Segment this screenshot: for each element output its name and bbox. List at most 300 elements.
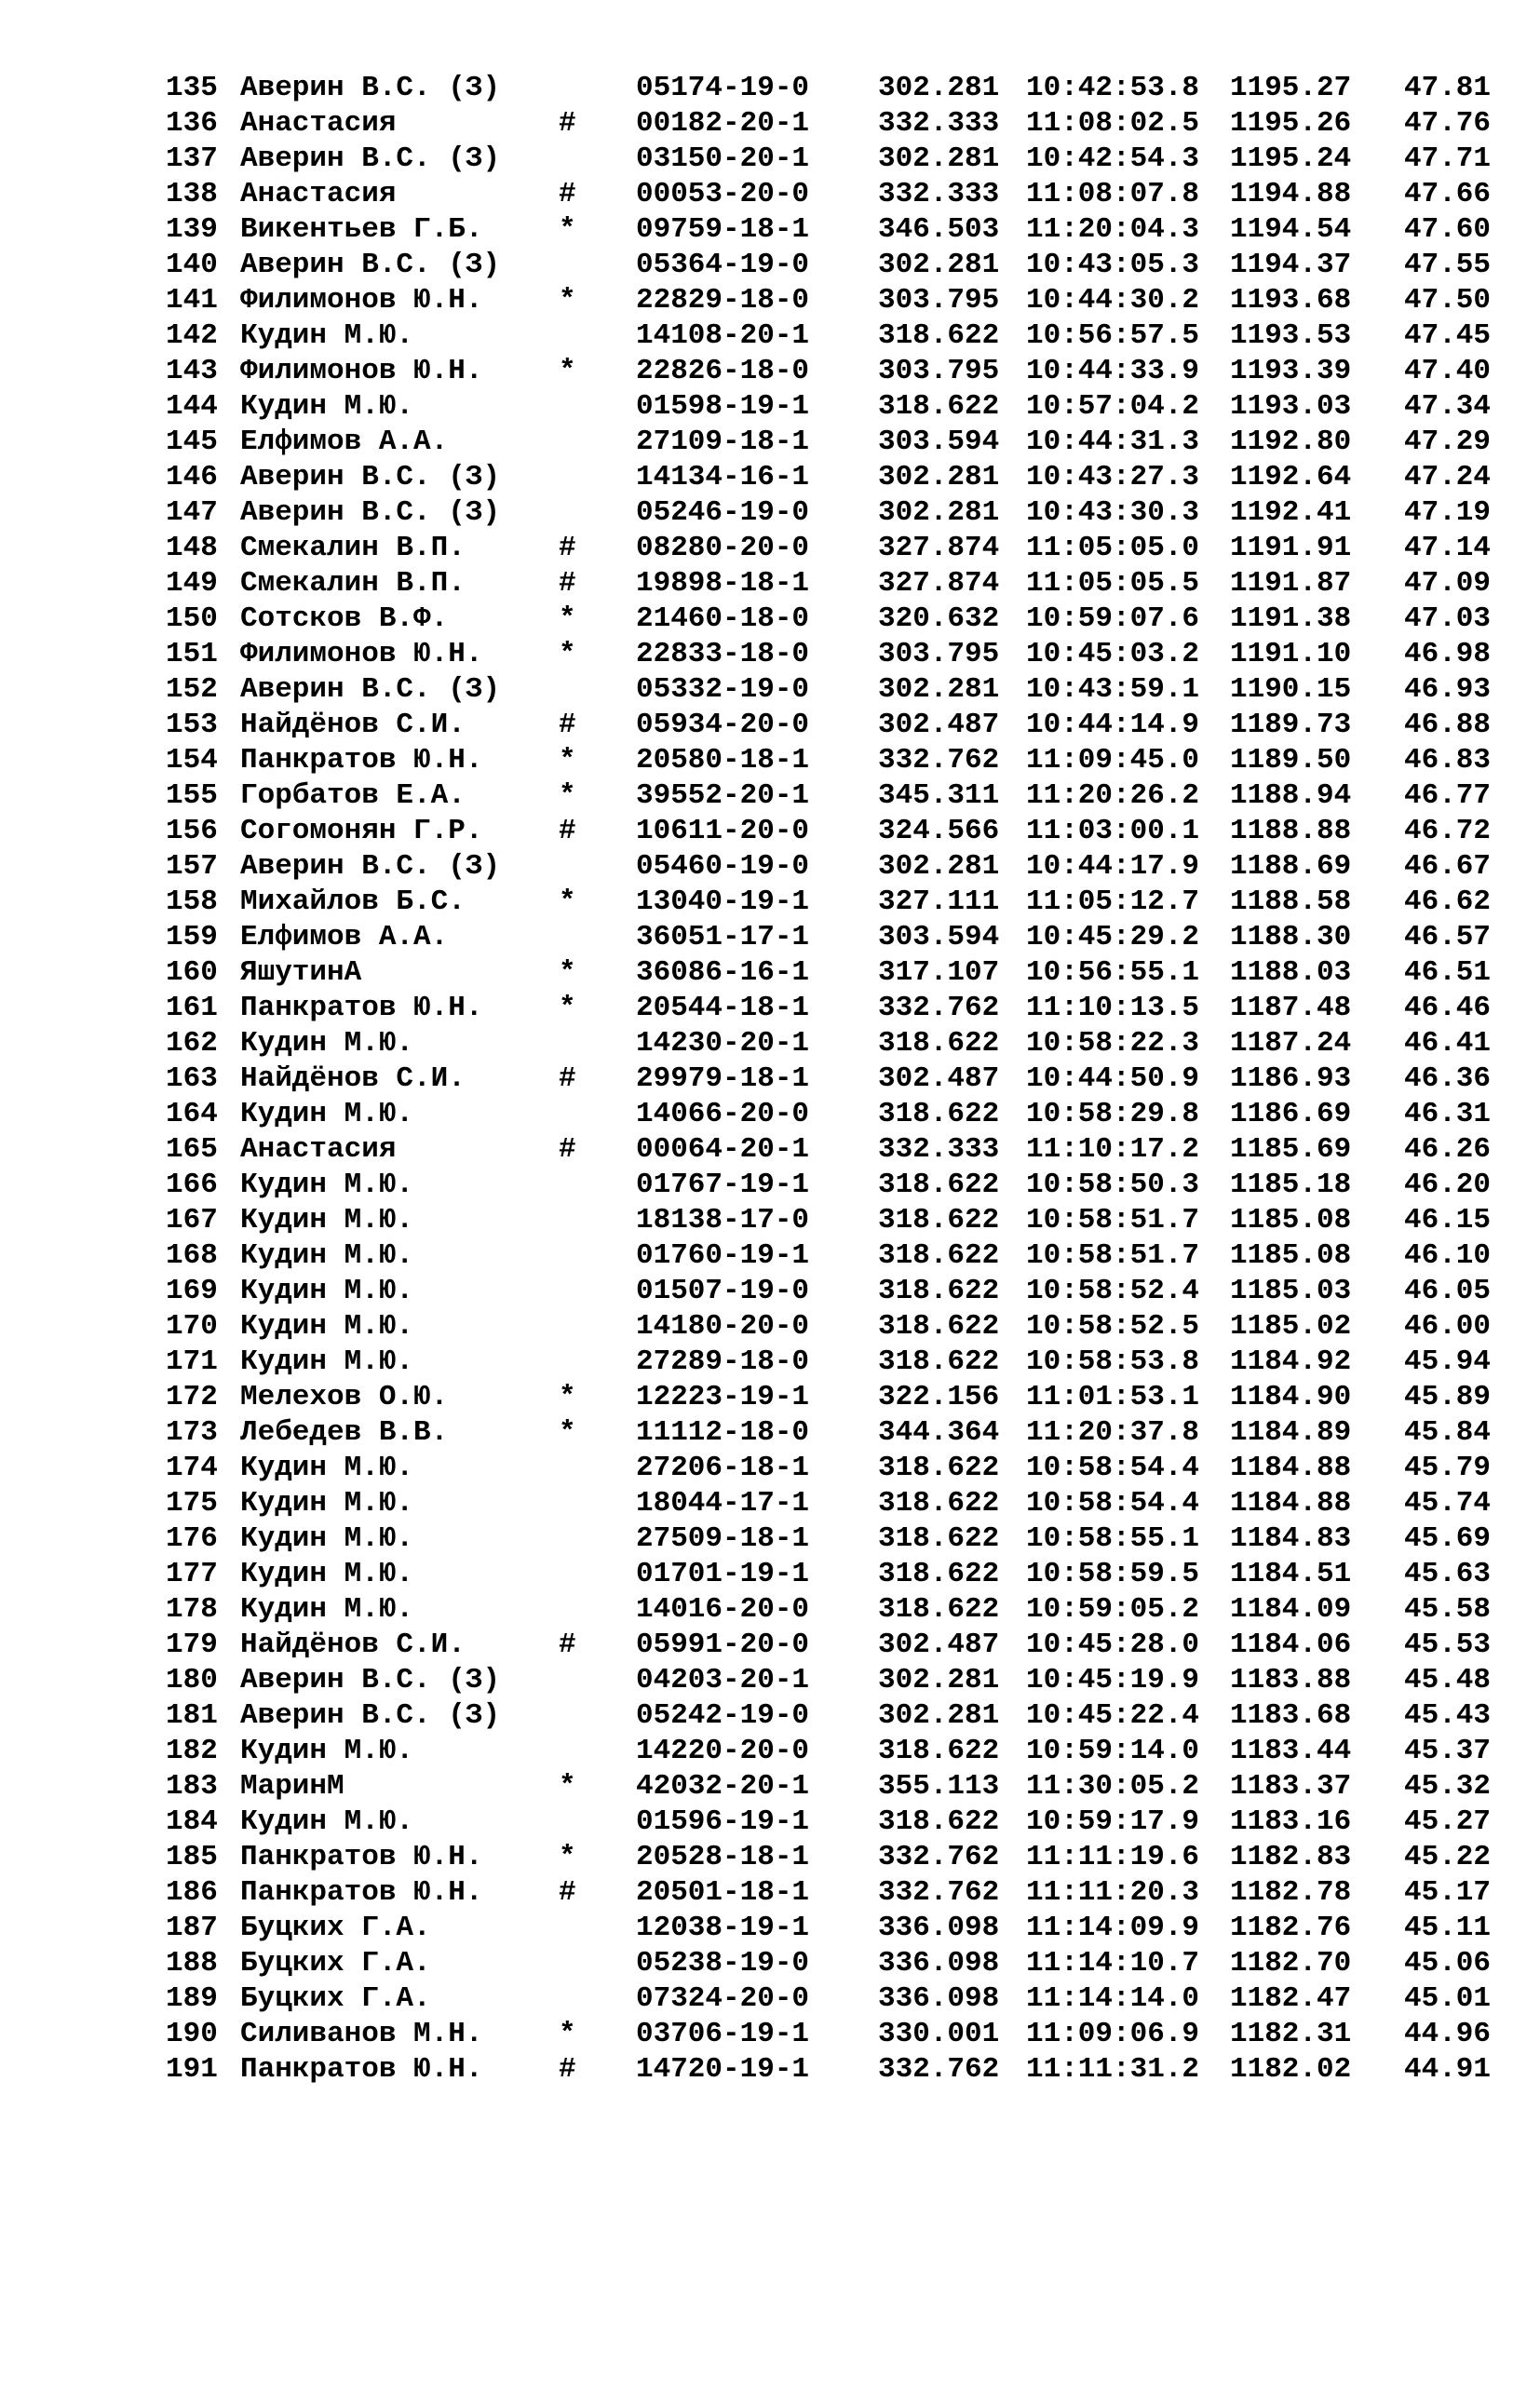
ring-number: 05364-19-0 (636, 249, 810, 281)
arrival-time: 10:44:50.9 (1026, 1062, 1200, 1095)
arrival-time: 10:58:53.8 (1026, 1345, 1200, 1378)
distance-value: 318.622 (878, 390, 1000, 423)
points-value: 45.69 (1404, 1522, 1492, 1555)
table-row (166, 1132, 1506, 1168)
place-number: 190 (166, 2018, 218, 2050)
speed-value: 1194.54 (1230, 213, 1352, 246)
arrival-time: 10:56:57.5 (1026, 319, 1200, 352)
ring-number: 27206-18-1 (636, 1452, 810, 1484)
arrival-time: 10:58:54.4 (1026, 1452, 1200, 1484)
distance-value: 302.281 (878, 461, 1000, 493)
distance-value: 346.503 (878, 213, 1000, 246)
participant-name: Кудин М.Ю. (240, 1805, 414, 1838)
ring-number: 05238-19-0 (636, 1947, 810, 1980)
arrival-time: 10:44:17.9 (1026, 850, 1200, 883)
table-row (166, 1769, 1506, 1804)
ring-number: 13040-19-1 (636, 885, 810, 918)
arrival-time: 10:58:51.7 (1026, 1204, 1200, 1237)
arrival-time: 10:45:22.4 (1026, 1699, 1200, 1732)
distance-value: 336.098 (878, 1947, 1000, 1980)
speed-value: 1194.88 (1230, 178, 1352, 210)
speed-value: 1192.41 (1230, 496, 1352, 529)
table-row (166, 1875, 1506, 1911)
place-number: 145 (166, 426, 218, 458)
participant-name: Аверин В.С. (З) (240, 249, 501, 281)
distance-value: 330.001 (878, 2018, 1000, 2050)
ring-number: 18138-17-0 (636, 1204, 810, 1237)
points-value: 46.67 (1404, 850, 1492, 883)
table-row (166, 1415, 1506, 1451)
marker-symbol: # (559, 1876, 576, 1909)
participant-name: Аверин В.С. (З) (240, 461, 501, 493)
marker-symbol: # (559, 1629, 576, 1661)
participant-name: Кудин М.Ю. (240, 1310, 414, 1343)
points-value: 47.14 (1404, 532, 1492, 564)
place-number: 185 (166, 1841, 218, 1873)
participant-name: Кудин М.Ю. (240, 1098, 414, 1130)
table-row (166, 637, 1506, 672)
arrival-time: 11:10:17.2 (1026, 1133, 1200, 1166)
participant-name: Кудин М.Ю. (240, 1522, 414, 1555)
speed-value: 1185.03 (1230, 1275, 1352, 1307)
marker-symbol: * (559, 638, 576, 670)
speed-value: 1183.37 (1230, 1770, 1352, 1803)
ring-number: 05460-19-0 (636, 850, 810, 883)
table-row (166, 425, 1506, 460)
place-number: 135 (166, 72, 218, 104)
speed-value: 1190.15 (1230, 673, 1352, 706)
points-value: 45.58 (1404, 1593, 1492, 1626)
arrival-time: 11:11:31.2 (1026, 2053, 1200, 2086)
ring-number: 05934-20-0 (636, 709, 810, 741)
distance-value: 327.874 (878, 532, 1000, 564)
place-number: 137 (166, 142, 218, 175)
ring-number: 09759-18-1 (636, 213, 810, 246)
distance-value: 302.487 (878, 709, 1000, 741)
speed-value: 1182.76 (1230, 1912, 1352, 1944)
table-row (166, 1451, 1506, 1486)
points-value: 46.77 (1404, 779, 1492, 812)
place-number: 150 (166, 602, 218, 635)
speed-value: 1187.48 (1230, 992, 1352, 1024)
place-number: 180 (166, 1664, 218, 1696)
ring-number: 20501-18-1 (636, 1876, 810, 1909)
place-number: 160 (166, 956, 218, 989)
speed-value: 1188.03 (1230, 956, 1352, 989)
speed-value: 1191.38 (1230, 602, 1352, 635)
distance-value: 318.622 (878, 1487, 1000, 1520)
ring-number: 14720-19-1 (636, 2053, 810, 2086)
marker-symbol: # (559, 709, 576, 741)
table-row (166, 1734, 1506, 1769)
points-value: 47.81 (1404, 72, 1492, 104)
points-value: 46.36 (1404, 1062, 1492, 1095)
distance-value: 318.622 (878, 1310, 1000, 1343)
table-row (166, 283, 1506, 318)
ring-number: 00182-20-1 (636, 107, 810, 140)
speed-value: 1188.58 (1230, 885, 1352, 918)
table-row (166, 743, 1506, 778)
distance-value: 318.622 (878, 1522, 1000, 1555)
table-row (166, 389, 1506, 425)
place-number: 187 (166, 1912, 218, 1944)
speed-value: 1185.08 (1230, 1239, 1352, 1272)
speed-value: 1182.83 (1230, 1841, 1352, 1873)
participant-name: Найдёнов С.И. (240, 1062, 466, 1095)
points-value: 47.24 (1404, 461, 1492, 493)
participant-name: Филимонов Ю.Н. (240, 355, 483, 387)
participant-name: ЯшутинА (240, 956, 362, 989)
table-row (166, 1911, 1506, 1946)
arrival-time: 11:08:02.5 (1026, 107, 1200, 140)
table-row (166, 460, 1506, 495)
marker-symbol: * (559, 1841, 576, 1873)
distance-value: 302.281 (878, 142, 1000, 175)
distance-value: 302.281 (878, 673, 1000, 706)
place-number: 175 (166, 1487, 218, 1520)
distance-value: 332.333 (878, 178, 1000, 210)
arrival-time: 11:20:04.3 (1026, 213, 1200, 246)
speed-value: 1185.69 (1230, 1133, 1352, 1166)
ring-number: 05246-19-0 (636, 496, 810, 529)
table-row (166, 672, 1506, 708)
table-row (166, 1238, 1506, 1274)
points-value: 45.79 (1404, 1452, 1492, 1484)
arrival-time: 10:59:07.6 (1026, 602, 1200, 635)
points-value: 46.05 (1404, 1275, 1492, 1307)
table-row (166, 495, 1506, 531)
place-number: 168 (166, 1239, 218, 1272)
points-value: 46.26 (1404, 1133, 1492, 1166)
points-value: 46.57 (1404, 921, 1492, 953)
table-row (166, 602, 1506, 637)
table-row (166, 708, 1506, 743)
place-number: 157 (166, 850, 218, 883)
points-value: 45.94 (1404, 1345, 1492, 1378)
points-value: 45.74 (1404, 1487, 1492, 1520)
speed-value: 1182.47 (1230, 1982, 1352, 2015)
speed-value: 1183.68 (1230, 1699, 1352, 1732)
arrival-time: 10:44:14.9 (1026, 709, 1200, 741)
arrival-time: 11:11:19.6 (1026, 1841, 1200, 1873)
ring-number: 00053-20-0 (636, 178, 810, 210)
participant-name: Кудин М.Ю. (240, 1452, 414, 1484)
points-value: 45.53 (1404, 1629, 1492, 1661)
distance-value: 324.566 (878, 815, 1000, 847)
table-row (166, 354, 1506, 389)
distance-value: 303.795 (878, 355, 1000, 387)
marker-symbol: # (559, 2053, 576, 2086)
place-number: 165 (166, 1133, 218, 1166)
table-row (166, 1061, 1506, 1097)
participant-name: Кудин М.Ю. (240, 1558, 414, 1590)
speed-value: 1195.24 (1230, 142, 1352, 175)
ring-number: 20580-18-1 (636, 744, 810, 777)
speed-value: 1185.02 (1230, 1310, 1352, 1343)
arrival-time: 11:03:00.1 (1026, 815, 1200, 847)
participant-name: Кудин М.Ю. (240, 1487, 414, 1520)
points-value: 45.43 (1404, 1699, 1492, 1732)
participant-name: Смекалин В.П. (240, 532, 466, 564)
speed-value: 1193.39 (1230, 355, 1352, 387)
speed-value: 1184.09 (1230, 1593, 1352, 1626)
place-number: 169 (166, 1275, 218, 1307)
table-row (166, 1168, 1506, 1203)
speed-value: 1192.80 (1230, 426, 1352, 458)
arrival-time: 11:05:05.5 (1026, 567, 1200, 600)
participant-name: Аверин В.С. (З) (240, 142, 501, 175)
table-row (166, 1380, 1506, 1415)
arrival-time: 10:58:55.1 (1026, 1522, 1200, 1555)
table-row (166, 1203, 1506, 1238)
place-number: 142 (166, 319, 218, 352)
distance-value: 332.762 (878, 1876, 1000, 1909)
ring-number: 01507-19-0 (636, 1275, 810, 1307)
arrival-time: 10:45:28.0 (1026, 1629, 1200, 1661)
speed-value: 1195.27 (1230, 72, 1352, 104)
arrival-time: 10:45:19.9 (1026, 1664, 1200, 1696)
participant-name: Кудин М.Ю. (240, 1027, 414, 1060)
table-row (166, 1804, 1506, 1840)
marker-symbol: * (559, 2018, 576, 2050)
speed-value: 1184.92 (1230, 1345, 1352, 1378)
arrival-time: 10:44:33.9 (1026, 355, 1200, 387)
participant-name: МаринМ (240, 1770, 344, 1803)
table-row (166, 849, 1506, 885)
points-value: 47.09 (1404, 567, 1492, 600)
place-number: 158 (166, 885, 218, 918)
points-value: 45.32 (1404, 1770, 1492, 1803)
points-value: 47.55 (1404, 249, 1492, 281)
speed-value: 1191.10 (1230, 638, 1352, 670)
ring-number: 08280-20-0 (636, 532, 810, 564)
participant-name: Кудин М.Ю. (240, 1275, 414, 1307)
ring-number: 20528-18-1 (636, 1841, 810, 1873)
distance-value: 303.594 (878, 426, 1000, 458)
marker-symbol: * (559, 1381, 576, 1413)
place-number: 174 (166, 1452, 218, 1484)
distance-value: 336.098 (878, 1982, 1000, 2015)
table-row (166, 106, 1506, 142)
participant-name: Панкратов Ю.Н. (240, 744, 483, 777)
place-number: 183 (166, 1770, 218, 1803)
participant-name: Найдёнов С.И. (240, 1629, 466, 1661)
ring-number: 01596-19-1 (636, 1805, 810, 1838)
speed-value: 1182.78 (1230, 1876, 1352, 1909)
table-row (166, 778, 1506, 814)
arrival-time: 10:45:03.2 (1026, 638, 1200, 670)
ring-number: 01598-19-1 (636, 390, 810, 423)
participant-name: Анастасия (240, 107, 397, 140)
speed-value: 1189.73 (1230, 709, 1352, 741)
participant-name: Кудин М.Ю. (240, 1204, 414, 1237)
distance-value: 303.795 (878, 638, 1000, 670)
points-value: 47.40 (1404, 355, 1492, 387)
participant-name: Панкратов Ю.Н. (240, 2053, 483, 2086)
distance-value: 318.622 (878, 1098, 1000, 1130)
place-number: 156 (166, 815, 218, 847)
table-row (166, 212, 1506, 248)
table-row (166, 318, 1506, 354)
points-value: 47.19 (1404, 496, 1492, 529)
place-number: 147 (166, 496, 218, 529)
speed-value: 1189.50 (1230, 744, 1352, 777)
table-row (166, 1309, 1506, 1345)
marker-symbol: * (559, 779, 576, 812)
distance-value: 355.113 (878, 1770, 1000, 1803)
distance-value: 332.333 (878, 107, 1000, 140)
marker-symbol: # (559, 107, 576, 140)
speed-value: 1194.37 (1230, 249, 1352, 281)
speed-value: 1182.70 (1230, 1947, 1352, 1980)
ring-number: 18044-17-1 (636, 1487, 810, 1520)
participant-name: Филимонов Ю.Н. (240, 638, 483, 670)
ring-number: 21460-18-0 (636, 602, 810, 635)
participant-name: Кудин М.Ю. (240, 1169, 414, 1201)
speed-value: 1191.87 (1230, 567, 1352, 600)
table-row (166, 991, 1506, 1026)
participant-name: Буцких Г.А. (240, 1947, 431, 1980)
distance-value: 345.311 (878, 779, 1000, 812)
speed-value: 1184.51 (1230, 1558, 1352, 1590)
place-number: 178 (166, 1593, 218, 1626)
ring-number: 00064-20-1 (636, 1133, 810, 1166)
distance-value: 318.622 (878, 1735, 1000, 1767)
marker-symbol: * (559, 1770, 576, 1803)
place-number: 138 (166, 178, 218, 210)
points-value: 46.93 (1404, 673, 1492, 706)
participant-name: Михайлов Б.С. (240, 885, 466, 918)
ring-number: 03706-19-1 (636, 2018, 810, 2050)
distance-value: 317.107 (878, 956, 1000, 989)
points-value: 44.91 (1404, 2053, 1492, 2086)
arrival-time: 10:58:59.5 (1026, 1558, 1200, 1590)
distance-value: 318.622 (878, 1027, 1000, 1060)
arrival-time: 11:30:05.2 (1026, 1770, 1200, 1803)
participant-name: Елфимов А.А. (240, 921, 449, 953)
points-value: 46.10 (1404, 1239, 1492, 1272)
distance-value: 318.622 (878, 1452, 1000, 1484)
speed-value: 1182.02 (1230, 2053, 1352, 2086)
distance-value: 327.874 (878, 567, 1000, 600)
participant-name: Силиванов М.Н. (240, 2018, 483, 2050)
place-number: 140 (166, 249, 218, 281)
participant-name: Филимонов Ю.Н. (240, 284, 483, 317)
distance-value: 318.622 (878, 1593, 1000, 1626)
arrival-time: 11:05:12.7 (1026, 885, 1200, 918)
ring-number: 07324-20-0 (636, 1982, 810, 2015)
participant-name: Панкратов Ю.Н. (240, 992, 483, 1024)
place-number: 149 (166, 567, 218, 600)
points-value: 45.17 (1404, 1876, 1492, 1909)
distance-value: 302.487 (878, 1629, 1000, 1661)
points-value: 45.27 (1404, 1805, 1492, 1838)
arrival-time: 11:20:26.2 (1026, 779, 1200, 812)
place-number: 148 (166, 532, 218, 564)
ring-number: 14220-20-0 (636, 1735, 810, 1767)
ring-number: 14108-20-1 (636, 319, 810, 352)
arrival-time: 10:45:29.2 (1026, 921, 1200, 953)
distance-value: 302.281 (878, 249, 1000, 281)
arrival-time: 10:58:29.8 (1026, 1098, 1200, 1130)
points-value: 45.63 (1404, 1558, 1492, 1590)
arrival-time: 11:14:14.0 (1026, 1982, 1200, 2015)
place-number: 159 (166, 921, 218, 953)
ring-number: 29979-18-1 (636, 1062, 810, 1095)
ring-number: 19898-18-1 (636, 567, 810, 600)
ring-number: 42032-20-1 (636, 1770, 810, 1803)
distance-value: 322.156 (878, 1381, 1000, 1413)
table-row (166, 142, 1506, 177)
participant-name: Аверин В.С. (З) (240, 850, 501, 883)
ring-number: 14016-20-0 (636, 1593, 810, 1626)
participant-name: Кудин М.Ю. (240, 1735, 414, 1767)
table-row (166, 1557, 1506, 1592)
place-number: 177 (166, 1558, 218, 1590)
marker-symbol: * (559, 284, 576, 317)
arrival-time: 11:05:05.0 (1026, 532, 1200, 564)
table-row (166, 566, 1506, 602)
place-number: 153 (166, 709, 218, 741)
points-value: 47.76 (1404, 107, 1492, 140)
participant-name: Кудин М.Ю. (240, 1345, 414, 1378)
place-number: 173 (166, 1416, 218, 1449)
ring-number: 11112-18-0 (636, 1416, 810, 1449)
points-value: 45.06 (1404, 1947, 1492, 1980)
distance-value: 318.622 (878, 1805, 1000, 1838)
ring-number: 14230-20-1 (636, 1027, 810, 1060)
place-number: 166 (166, 1169, 218, 1201)
place-number: 143 (166, 355, 218, 387)
points-value: 45.22 (1404, 1841, 1492, 1873)
table-row (166, 814, 1506, 849)
distance-value: 318.622 (878, 1239, 1000, 1272)
distance-value: 318.622 (878, 1204, 1000, 1237)
table-row (166, 955, 1506, 991)
place-number: 155 (166, 779, 218, 812)
points-value: 44.96 (1404, 2018, 1492, 2050)
table-row (166, 1663, 1506, 1698)
place-number: 172 (166, 1381, 218, 1413)
place-number: 189 (166, 1982, 218, 2015)
speed-value: 1191.91 (1230, 532, 1352, 564)
participant-name: Мелехов О.Ю. (240, 1381, 449, 1413)
arrival-time: 10:43:27.3 (1026, 461, 1200, 493)
arrival-time: 11:20:37.8 (1026, 1416, 1200, 1449)
speed-value: 1184.90 (1230, 1381, 1352, 1413)
speed-value: 1184.06 (1230, 1629, 1352, 1661)
table-row (166, 1981, 1506, 2017)
points-value: 47.45 (1404, 319, 1492, 352)
participant-name: Кудин М.Ю. (240, 1239, 414, 1272)
table-row (166, 1698, 1506, 1734)
place-number: 164 (166, 1098, 218, 1130)
distance-value: 332.762 (878, 2053, 1000, 2086)
arrival-time: 10:59:05.2 (1026, 1593, 1200, 1626)
place-number: 186 (166, 1876, 218, 1909)
marker-symbol: * (559, 956, 576, 989)
arrival-time: 10:43:59.1 (1026, 673, 1200, 706)
arrival-time: 11:14:09.9 (1026, 1912, 1200, 1944)
place-number: 163 (166, 1062, 218, 1095)
ring-number: 14134-16-1 (636, 461, 810, 493)
marker-symbol: # (559, 178, 576, 210)
speed-value: 1188.69 (1230, 850, 1352, 883)
ring-number: 05242-19-0 (636, 1699, 810, 1732)
marker-symbol: * (559, 1416, 576, 1449)
ring-number: 27289-18-0 (636, 1345, 810, 1378)
arrival-time: 11:01:53.1 (1026, 1381, 1200, 1413)
